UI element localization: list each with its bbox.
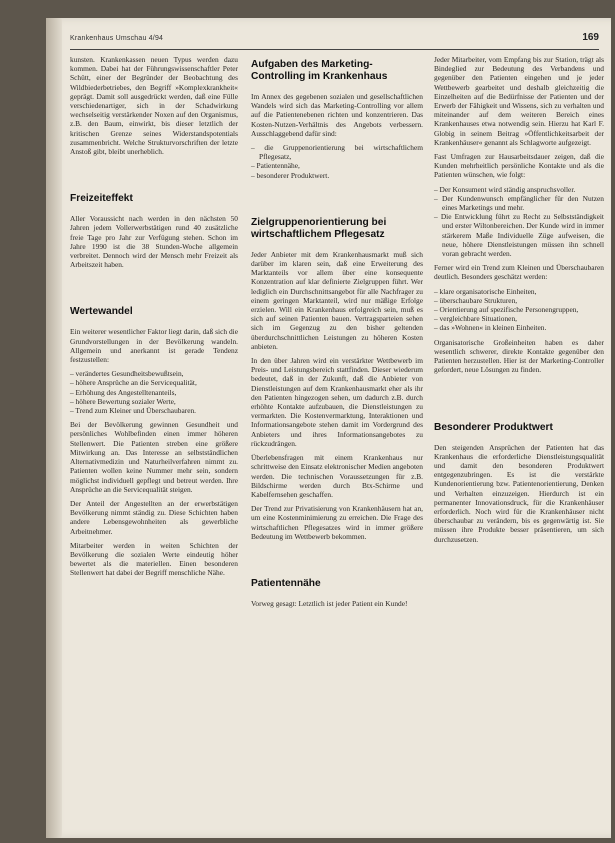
paragraph-ziel-4: Der Trend zur Privatisierung von Krankenhäusern hat an, um eine Kostenminimierung zu erreichen. Die Frage des wirtschaftlichen Pflegesatzes wird in immer größere Bedeutung im Wettbewerb bekommen. [251, 504, 423, 541]
spacer [70, 274, 238, 292]
paragraph-col3-1: Jeder Mitarbeiter, vom Empfang bis zur Station, trägt als Bindeglied zur Bedeutung des Verbandens und gegenüber den Patienten eingehen und je jeder Wettbewerb gearbeitet und deshalb gleichzeitig die Einzelheiten auf die Bedürfnisse der Patienten und der Erwerb der Fähigkeit und Wissens, sich zu verhalten und miteinander auf dem weiteren Bereich eines Krankenhauses etwa notwendig sein. Hierzu hat Karl F. Globig in seinem Beitrag »Öffentlichkeitsarbeit der Krankenhäuser« genannt als Schlagworte aufgezeigt. [434, 55, 604, 147]
spacer [70, 161, 238, 179]
heading-wertewandel: Wertewandel [70, 306, 133, 318]
paragraph-wert-4: Mitarbeiter werden in weiten Schichten der Bevölkerung die sozialen Werte eindeutig höher bewertet als die materiellen. Einen besonderen Stellenwert hat dabei der Begriff menschliche Nähe. [70, 540, 238, 578]
column-left [70, 55, 238, 583]
paragraph-ziel-2: In den über Jahren wird ein verstärkter Wettbewerb im Preis- und Leistungsbereich stattfinden. Dieser wiederum bedeutet, daß in der Zukunft, daß die Anbieter von Dienstleistungen auf dem Krankenhausmarkt eher als ihr den Patienten hingezogen sehen, um dadurch z.B. durch erhöhte Kontakte aufzubauen, die Dienstleistungen zu vermarkten. Die Kostenvermarktung, Interaktionen und Informationsangebote stehen damit im Vordergrund des Anbieters und ihres Informationsangebotes zu rückzudrängen. [251, 356, 423, 448]
paragraph-aufgaben: Im Annex des gegebenen sozialen und gesellschaftlichen Wandels wird sich das Marketing-Controlling vor allem auf die Patientenebenen richten und konzentrieren. Das Kosten-Nutzen-Verhältnis des Angebots verbessern. Ausschlaggebend dafür sind: [251, 92, 423, 138]
running-head: Krankenhaus Umschau 4/94 [70, 35, 164, 42]
heading-zielgruppen: Zielgruppenorientierung bei wirtschaftlichem Pflegesatz [251, 216, 387, 240]
list-item: – Patientennähe, [251, 161, 423, 170]
heading-patientennaehe: Patientennähe [251, 577, 321, 589]
paragraph-produkt: Den steigenden Ansprüchen der Patienten hat das Krankenhaus die erforderliche Dienstleistungsqualität und damit den besonderen Produktwert entgegenzubringen. Es ist die verstärkte Kundenorientierung bzw. Patientenorientierung, Denken und Verhalten einzuzeigen. Hierdurch ist ein permanenter Innovationsdruck, für die Krankenhäuser erforderlich. Noch wird für die Krankenhäuser nicht überschaubar zu verändern, bis es gegenwärtig ist. Sie müssen ihre Produkte besser präsentieren, um sich durchzusetzen. [434, 442, 604, 544]
list-item: – Trend zum Kleiner und Überschaubaren. [70, 406, 238, 415]
list-col3-b [434, 287, 604, 333]
column-middle [251, 55, 423, 613]
list-item: – besonderer Produktwert. [251, 171, 423, 180]
paragraph-naehe: Vorweg gesagt: Letztlich ist jeder Patient ein Kunde! [251, 598, 408, 608]
list-item: – Der Kundenwunsch empfänglicher für den Nutzen eines Marketings und mehr. [434, 194, 604, 212]
list-item: – Die Entwicklung führt zu Recht zu Selbstständigkeit und erster Wiltonbereichen. Der Kunde wird in immer stärkerem Maße Individuelle Züge aufweisen, die neue, höhere Dienstleistungen müssen ihn schnell voran gebracht werden. [434, 212, 604, 258]
list-item: – Orientierung auf spezifische Personengruppen, [434, 305, 604, 314]
page-number: 169 [582, 32, 599, 43]
heading-freizeiteffekt: Freizeiteffekt [70, 193, 133, 205]
journal-page [46, 18, 611, 838]
spacer [251, 546, 423, 564]
list-item: – höhere Ansprüche an die Servicequalität, [70, 378, 238, 387]
paragraph-intro: kunsten. Krankenkassen neuen Typus werden dazu kommen. Dabei hat der Führungswissenschaftler Peter Schütt, einer der Begründer der Beobachtung des Wildbiederbetriebes, den Begriff »Komplexkrankheit« geprägt. Damit soll ausgedrückt werden, daß eine Fülle verschiedenartiger, sich in der Schadwirkung wechselseitig verstärkender Noxen auf den Organismus, z.B. den Baum, einwirkt, bis dieser letztlich der kritischen Grenze seines Widerstandspotentials zusammenbricht. Welche Strukturvorschriften der letzte Anstoß gibt, bleibt unerheblich. [70, 55, 238, 157]
heading-aufgaben: Aufgaben des Marketing-Controlling im Krankenhaus [251, 59, 388, 82]
list-aufgaben [251, 143, 423, 180]
paragraph-col3-4: Ferner wird ein Trend zum Kleinen und Überschaubaren deutlich. Besonders geschätzt werden: [434, 263, 604, 282]
spacer [251, 185, 423, 203]
list-item: – verändertes Gesundheitsbewußtsein, [70, 369, 238, 378]
page-header [70, 32, 599, 50]
paragraph-wert-intro: Ein weiterer wesentlicher Faktor liegt darin, daß sich die Grundvorstellungen in der Bevölkerung wandeln. Allgemein und anerkannt ist gerade Tendenz festzustellen: [70, 327, 238, 365]
column-right [434, 55, 604, 549]
list-item: – höhere Bewertung sozialer Werte, [70, 397, 238, 406]
list-item: – klare organisatorische Einheiten, [434, 287, 604, 296]
list-col3-a [434, 185, 604, 259]
list-item: – das »Wohnen« in kleinen Einheiten. [434, 323, 604, 332]
spacer [434, 380, 604, 408]
paragraph-freizeit: Aller Voraussicht nach werden in den nächsten 50 Jahren jedem Vollerwerbstätigen rund 40 zusätzliche freie Tage pro Jahr zur Verfügung stehen. Schon im Jahre 1990 ist die 38 Stunden-Woche allgemein verbreitet. Dennoch wird der Mensch mehr Freizeit als Arbeitszeit haben. [70, 214, 238, 270]
paragraph-ziel-3: Überlebensfragen mit einem Krankenhaus nur schrittweise den Einsatz elektronischer Medien angeboten werden. Die technischen Voraussetzungen für z.B. Bildschirme werden durch Btx-Schirme und Kabelfernsehen geschaffen. [251, 453, 423, 499]
list-item: – vergleichbare Situationen, [434, 314, 604, 323]
list-wertewandel [70, 369, 238, 415]
header-rule [70, 49, 599, 50]
paragraph-wert-2: Bei der Bevölkerung gewinnen Gesundheit und persönliches Wohlbefinden einen immer höheren Stellenwert. Die Patienten streben eine größere Mitwirkung an. Das Interesse an selbstständlichen Alternativmedizin und Naturheilverfahren nimmt zu. Patienten wollen keine Nummer mehr sein, sondern möglichst individuell gepflegt und betreut werden. Ihre Ansprüche an die Servicequalität steigen. [70, 420, 238, 494]
paragraph-col3-2: Fast Umfragen zur Hausarbeitsdauer zeigen, daß die Kunden mehrheitlich persönliche Kontakte und als die Patienten wünschen, wie folgt: [434, 152, 604, 180]
page-gutter-shadow [46, 18, 62, 838]
heading-produktwert: Besonderer Produktwert [434, 421, 553, 433]
list-item: – überschaubare Strukturen, [434, 296, 604, 305]
paragraph-ziel-1: Jeder Anbieter mit dem Krankenhausmarkt muß sich darüber im klaren sein, daß eine Erweiterung des Marktanteils vor allem über eine konsequente Konzentration auf klar definierte Zielgruppen führt. Wer lediglich ein Durchschnittsangebot für alle Nachfrager zu einem geringen Marktanteil, wird nur mäßige Erfolge erzielen. Will ein Krankenhaus erfolgreich sein, muß es sich auf seinen Patienten bauen. Vertragsparteien sehen sich im Gegenzug zu den bisher geltenden überdurchschnittlichen Leistungen zu höheren Kosten anbieten. [251, 249, 423, 351]
paragraph-col3-5: Organisatorische Großeinheiten haben es daher wesentlich schwerer, direkte Kontakte gegenüber den Patienten herzustellen. Hier ist der Marketing-Controller gefordert, neue Lösungen zu finden. [434, 337, 604, 375]
list-item: – Erhöhung des Angestelltenanteils, [70, 388, 238, 397]
paragraph-wert-3: Der Anteil der Angestellten an der erwerbstätigen Bevölkerung nimmt ständig zu. Diese Schichten haben andere Lebensgewohnheiten als gewerbliche Arbeitnehmer. [70, 498, 238, 536]
list-item: – Der Konsument wird ständig anspruchsvoller. [434, 185, 604, 194]
list-item: – die Gruppenorientierung bei wirtschaftlichem Pflegesatz, [251, 143, 423, 161]
